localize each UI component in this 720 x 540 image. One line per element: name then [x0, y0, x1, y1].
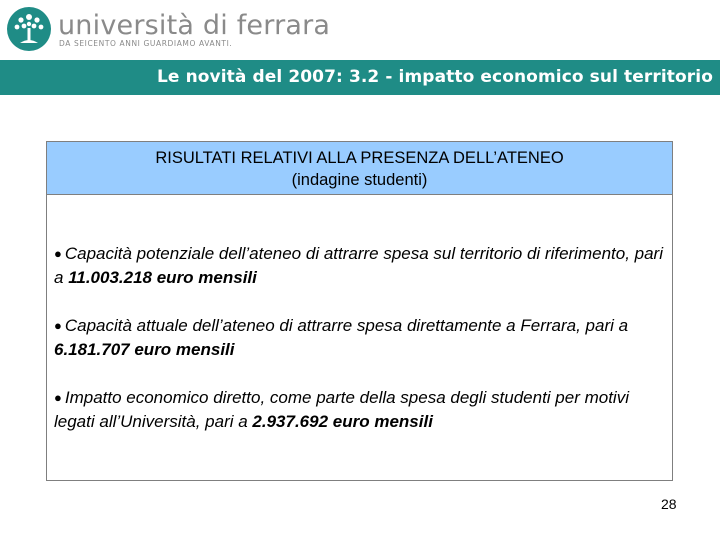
list-item-value: 11.003.218 euro mensili	[68, 268, 257, 287]
bullet-list	[54, 242, 666, 458]
university-motto: DA SEICENTO ANNI GUARDIAMO AVANTI.	[59, 39, 233, 48]
list-item-text: Capacità potenziale dell’ateneo di attrarre spesa sul territorio di riferimento, pari a	[54, 244, 663, 287]
list-item-text: Impatto economico diretto, come parte della spesa degli studenti per motivi legati all’Università, pari a	[54, 388, 629, 431]
bullet-icon: ●	[54, 318, 62, 333]
heading-line-2: (indagine studenti)	[291, 171, 428, 189]
list-item	[54, 242, 666, 289]
list-item	[54, 386, 666, 433]
tree-logo-icon	[6, 6, 52, 52]
results-box	[46, 141, 673, 481]
bullet-icon: ●	[54, 246, 62, 261]
slide-title: Le novità del 2007: 3.2 - impatto economico sul territorio	[156, 67, 713, 87]
list-item	[54, 314, 666, 361]
header	[0, 0, 720, 58]
results-box-heading	[47, 142, 672, 195]
list-item-value: 6.181.707 euro mensili	[54, 340, 235, 359]
bullet-icon: ●	[54, 390, 62, 405]
page-number: 28	[661, 496, 677, 512]
title-bar	[0, 60, 720, 95]
list-item-text: Capacità attuale dell’ateneo di attrarre spesa direttamente a Ferrara, pari a	[64, 316, 629, 335]
university-name: università di ferrara	[58, 10, 331, 41]
list-item-value: 2.937.692 euro mensili	[252, 412, 433, 431]
heading-line-1: RISULTATI RELATIVI ALLA PRESENZA DELL’ATENEO	[155, 149, 564, 167]
